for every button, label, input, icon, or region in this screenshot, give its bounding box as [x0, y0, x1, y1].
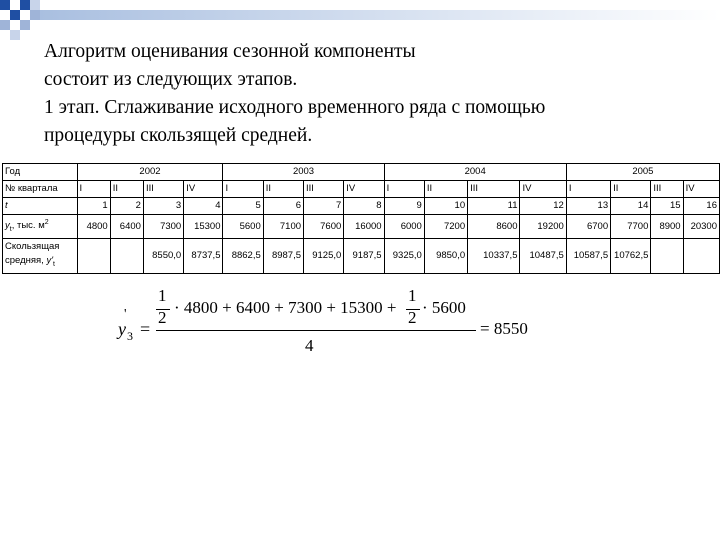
text-line: 1 этап. Сглаживание исходного временного ряда с помощью — [44, 97, 546, 118]
quarter-cell: I — [77, 181, 110, 198]
y-row — [3, 215, 720, 239]
y-cell: 7600 — [304, 215, 344, 239]
formula-equals: = — [140, 319, 151, 339]
y-cell: 6400 — [110, 215, 143, 239]
fraction-2-denominator: 2 — [408, 308, 417, 327]
quarter-cell: I — [384, 181, 424, 198]
moving-average-cell — [683, 239, 719, 274]
t-cell: 13 — [566, 198, 610, 215]
formula-lhs-subscript: 3 — [127, 329, 133, 343]
quarter-row-label: № квартала — [3, 181, 78, 198]
t-cell: 6 — [263, 198, 303, 215]
fraction-1-numerator: 1 — [158, 286, 167, 305]
text-line: процедуры скользящей средней. — [44, 125, 313, 146]
quarter-cell: III — [651, 181, 683, 198]
quarter-cell: I — [566, 181, 610, 198]
t-row — [3, 198, 720, 215]
t-cell: 1 — [77, 198, 110, 215]
moving-average-cell — [110, 239, 143, 274]
quarter-cell: II — [424, 181, 467, 198]
formula-lhs-symbol: y — [118, 319, 126, 339]
y-cell: 7100 — [263, 215, 303, 239]
t-cell: 2 — [110, 198, 143, 215]
t-cell: 7 — [304, 198, 344, 215]
y-cell: 6000 — [384, 215, 424, 239]
t-row-label: t — [3, 198, 78, 215]
quarter-cell: II — [263, 181, 303, 198]
t-cell: 10 — [424, 198, 467, 215]
fraction-2-numerator: 1 — [408, 286, 417, 305]
t-cell: 9 — [384, 198, 424, 215]
moving-average-cell: 8550,0 — [143, 239, 183, 274]
y-cell: 8900 — [651, 215, 683, 239]
year-cell: 2004 — [384, 164, 566, 181]
moving-average-cell: 9850,0 — [424, 239, 467, 274]
moving-average-cell: 10762,5 — [611, 239, 651, 274]
formula-numerator-middle: · 4800 + 6400 + 7300 + 15300 + — [174, 298, 397, 317]
quarter-cell: I — [223, 181, 263, 198]
quarter-cell: II — [110, 181, 143, 198]
text-line: Алгоритм оценивания сезонной компоненты — [44, 41, 416, 62]
formula-result: = 8550 — [480, 319, 528, 338]
main-fraction-bar — [156, 330, 476, 331]
y-cell: 7700 — [611, 215, 651, 239]
moving-average-cell: 8862,5 — [223, 239, 263, 274]
moving-average-formula — [112, 285, 552, 360]
moving-average-label-line: средняя, $y'_t$ — [5, 255, 55, 268]
y-unit-power: 2 — [44, 219, 49, 226]
formula-denominator: 4 — [305, 336, 314, 355]
y-cell: 5600 — [223, 215, 263, 239]
quarter-row — [3, 181, 720, 198]
moving-average-cell: 10487,5 — [520, 239, 566, 274]
quarter-cell: III — [304, 181, 344, 198]
year-row — [3, 164, 720, 181]
t-cell: 12 — [520, 198, 566, 215]
quarter-cell: IV — [184, 181, 223, 198]
y-cell: 15300 — [184, 215, 223, 239]
t-cell: 4 — [184, 198, 223, 215]
moving-average-cell: 8737,5 — [184, 239, 223, 274]
moving-average-cell: 10587,5 — [566, 239, 610, 274]
formula-lhs-prime: ' — [124, 307, 127, 322]
y-cell: 16000 — [344, 215, 384, 239]
t-cell: 8 — [344, 198, 384, 215]
y-cell: 4800 — [77, 215, 110, 239]
quarterly-data-table — [2, 163, 720, 274]
y-cell: 7300 — [143, 215, 183, 239]
year-cell: 2002 — [77, 164, 223, 181]
moving-average-cell — [77, 239, 110, 274]
moving-average-symbol: y' — [46, 255, 54, 267]
moving-average-cell: 8987,5 — [263, 239, 303, 274]
moving-average-cell: 9325,0 — [384, 239, 424, 274]
year-cell: 2005 — [566, 164, 719, 181]
quarter-cell: III — [468, 181, 520, 198]
t-cell: 14 — [611, 198, 651, 215]
slide-text — [44, 38, 704, 150]
t-cell: 3 — [143, 198, 183, 215]
year-cell: 2003 — [223, 164, 384, 181]
table-body — [3, 164, 720, 274]
y-cell: 6700 — [566, 215, 610, 239]
moving-average-cell: 9125,0 — [304, 239, 344, 274]
quarter-cell: IV — [683, 181, 719, 198]
t-cell: 11 — [468, 198, 520, 215]
y-subscript: t — [9, 226, 12, 234]
quarter-cell: IV — [344, 181, 384, 198]
moving-average-row-label — [3, 239, 78, 274]
y-cell: 19200 — [520, 215, 566, 239]
quarter-cell: II — [611, 181, 651, 198]
formula-numerator-tail: · 5600 — [422, 298, 466, 317]
moving-average-cell: 9187,5 — [344, 239, 384, 274]
corner-decoration — [0, 0, 720, 40]
y-cell: 8600 — [468, 215, 520, 239]
t-cell: 5 — [223, 198, 263, 215]
t-cell: 15 — [651, 198, 683, 215]
text-line: состоит из следующих этапов. — [44, 69, 298, 90]
y-unit: , тыс. м — [11, 220, 45, 232]
quarter-cell: IV — [520, 181, 566, 198]
moving-average-row — [3, 239, 720, 274]
y-cell: 7200 — [424, 215, 467, 239]
y-cell: 20300 — [683, 215, 719, 239]
year-row-label: Год — [3, 164, 78, 181]
y-symbol: y — [5, 220, 10, 232]
fraction-1-denominator: 2 — [158, 308, 167, 327]
t-cell: 16 — [683, 198, 719, 215]
y-row-label — [3, 215, 78, 239]
moving-average-cell — [651, 239, 683, 274]
quarter-cell: III — [143, 181, 183, 198]
moving-average-cell: 10337,5 — [468, 239, 520, 274]
moving-average-label-line: Скользящая — [5, 241, 60, 253]
moving-average-subscript: t — [53, 260, 55, 268]
